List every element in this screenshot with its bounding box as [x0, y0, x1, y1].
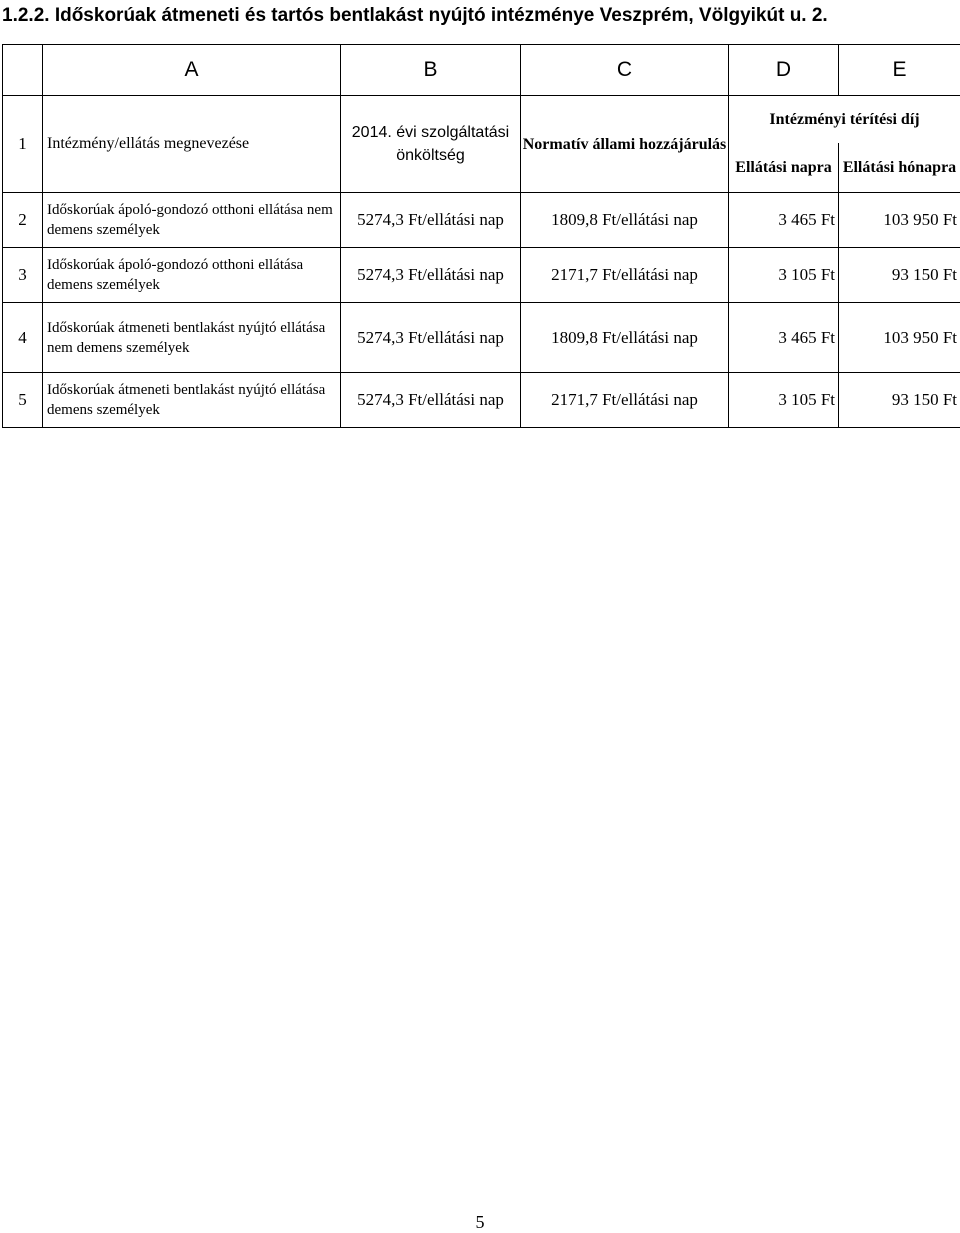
header-fee-group: Intézményi térítési díj — [729, 96, 960, 143]
row-normativ: 2171,7 Ft/ellátási nap — [521, 373, 729, 428]
row-per-month: 93 150 Ft — [839, 248, 960, 303]
row-per-day: 3 465 Ft — [729, 303, 839, 373]
row-number: 5 — [3, 373, 43, 428]
row-name: Időskorúak átmeneti bentlakást nyújtó ellátása demens személyek — [43, 373, 341, 428]
row-name: Időskorúak ápoló-gondozó otthoni ellátása nem demens személyek — [43, 193, 341, 248]
row-per-month: 103 950 Ft — [839, 303, 960, 373]
row-number: 2 — [3, 193, 43, 248]
column-letter-b: B — [341, 45, 521, 96]
column-letter-a: A — [43, 45, 341, 96]
row-per-day: 3 105 Ft — [729, 248, 839, 303]
row-per-day: 3 105 Ft — [729, 373, 839, 428]
header-per-day: Ellátási napra — [729, 143, 839, 193]
row-number: 3 — [3, 248, 43, 303]
page-number: 5 — [0, 1212, 960, 1233]
column-letter-d: D — [729, 45, 839, 96]
row-per-month: 93 150 Ft — [839, 373, 960, 428]
row-per-day: 3 465 Ft — [729, 193, 839, 248]
header-name: Intézmény/ellátás megnevezése — [43, 96, 341, 193]
fee-table — [2, 44, 960, 428]
row-cost: 5274,3 Ft/ellátási nap — [341, 303, 521, 373]
header-per-month: Ellátási hónapra — [839, 143, 960, 193]
column-letter-row — [3, 45, 960, 96]
row-name: Időskorúak átmeneti bentlakást nyújtó ellátása nem demens személyek — [43, 303, 341, 373]
column-letter-e: E — [839, 45, 960, 96]
column-letter-c: C — [521, 45, 729, 96]
header-cost: 2014. évi szolgáltatási önköltség — [341, 96, 521, 193]
header-row — [3, 96, 960, 143]
row-normativ: 2171,7 Ft/ellátási nap — [521, 248, 729, 303]
row-per-month: 103 950 Ft — [839, 193, 960, 248]
row-normativ: 1809,8 Ft/ellátási nap — [521, 193, 729, 248]
row-cost: 5274,3 Ft/ellátási nap — [341, 193, 521, 248]
page-heading: 1.2.2. Időskorúak átmeneti és tartós bentlakást nyújtó intézménye Veszprém, Völgyikút u. 2. — [2, 5, 828, 27]
row-number: 4 — [3, 303, 43, 373]
corner-cell — [3, 45, 43, 96]
table-row — [3, 248, 960, 303]
row-cost: 5274,3 Ft/ellátási nap — [341, 248, 521, 303]
header-normativ: Normatív állami hozzájárulás — [521, 96, 729, 193]
table-row — [3, 373, 960, 428]
row-name: Időskorúak ápoló-gondozó otthoni ellátása demens személyek — [43, 248, 341, 303]
row-cost: 5274,3 Ft/ellátási nap — [341, 373, 521, 428]
table-row — [3, 193, 960, 248]
table-row — [3, 303, 960, 373]
row-normativ: 1809,8 Ft/ellátási nap — [521, 303, 729, 373]
header-row-number: 1 — [3, 96, 43, 193]
